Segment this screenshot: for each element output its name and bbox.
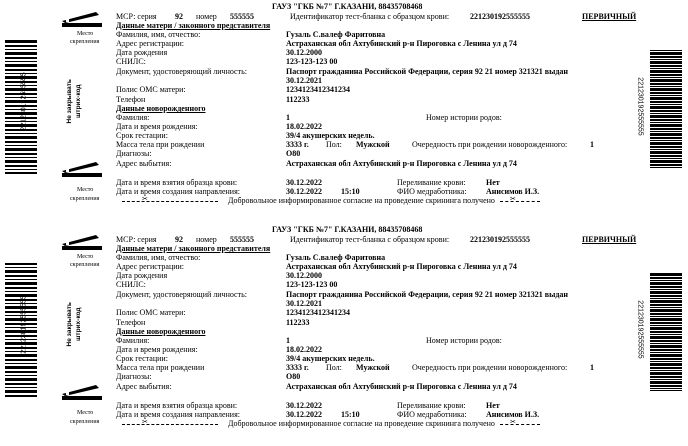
stapler-icon — [62, 12, 102, 28]
mother-address: Астраханская обл Ахтубинский р-н Пироговка с Ленина ул д 74 — [286, 39, 517, 48]
stapler-icon — [62, 162, 102, 178]
scissors-icon: ✂ — [142, 418, 148, 426]
birth-history-label: Номер истории родов: — [426, 336, 502, 345]
mother-snils-label: СНИЛС: — [116, 280, 146, 289]
mother-name: Гузаль С.валеф Фаритовна — [286, 30, 386, 39]
msr-number-label: номер — [196, 235, 217, 244]
mother-doc-date: 30.12.2021 — [286, 299, 322, 308]
msr-series: 92 — [175, 235, 183, 244]
staple-place-label: Место — [77, 31, 94, 37]
medical-worker: Анисимов И.З. — [486, 187, 540, 196]
mother-dob: 30.12.2000 — [286, 271, 322, 280]
barcode-right — [650, 273, 682, 391]
medical-worker-label: ФИО медработника: — [397, 187, 467, 196]
transfusion-label: Переливание крови: — [397, 178, 466, 187]
birth-order-label: Очередность при рождении новорожденного: — [412, 140, 568, 149]
mother-dob-label: Дата рождения — [116, 271, 168, 280]
sample-id: 221230192555555 — [470, 235, 530, 244]
mother-phone: 112233 — [286, 95, 310, 104]
scissors-icon: ✂ — [510, 418, 516, 426]
medical-worker: Анисимов И.З. — [486, 410, 540, 419]
mother-section-title: Данные матери / законного представителя — [116, 21, 271, 30]
sample-id-label: Идентификатор тест-бланка с образцом крови: — [290, 12, 450, 21]
msr-series-label: МСР: серия — [116, 12, 157, 21]
created-time: 15:10 — [341, 187, 360, 196]
mother-dob-label: Дата рождения — [116, 48, 168, 57]
staple-place-label: скрепления — [70, 196, 100, 202]
staple-place-label: скрепления — [70, 39, 100, 45]
mother-phone-label: Телефон — [116, 318, 146, 327]
sample-taken: 30.12.2022 — [286, 401, 322, 410]
mother-oms: 1234123412341234 — [286, 308, 350, 317]
diagnosis-label: Диагнозы: — [116, 149, 152, 158]
mother-doc-date: 30.12.2021 — [286, 76, 322, 85]
birth-history-label: Номер истории родов: — [426, 113, 502, 122]
mother-name-label: Фамилия, имя, отчество: — [116, 30, 201, 39]
sex-label: Пол: — [326, 140, 342, 149]
sex: Мужской — [356, 363, 390, 372]
mother-snils-label: СНИЛС: — [116, 57, 146, 66]
gestation-label: Срок гестации: — [116, 131, 168, 140]
created-date: 30.12.2022 — [286, 410, 322, 419]
created-label: Дата и время создания направления: — [116, 410, 240, 419]
mother-address: Астраханская обл Ахтубинский р-н Пироговка с Ленина ул д 74 — [286, 262, 517, 271]
mother-phone: 112233 — [286, 318, 310, 327]
staple-place-label: скрепления — [70, 262, 100, 268]
msr-series: 92 — [175, 12, 183, 21]
exit-address-label: Адрес выбытия: — [116, 382, 172, 391]
org-name: ГАУЗ "ГКБ №7" Г.КАЗАНИ, 88435708468 — [272, 2, 423, 11]
sample-id: 221230192555555 — [470, 12, 530, 21]
baby-dob-label: Дата и время рождения: — [116, 345, 198, 354]
sample-taken-label: Дата и время взятия образца крови: — [116, 178, 238, 187]
scissors-icon: ✂ — [510, 195, 516, 203]
no-cover-barcode-label: Не закрывать — [65, 302, 73, 347]
consent-text: Добровольное информированное согласие на проведение скрининга получено — [228, 419, 495, 428]
mother-name: Гузаль С.валеф Фаритовна — [286, 253, 386, 262]
baby-section-title: Данные новорожденного — [116, 327, 206, 336]
diagnosis: О80 — [286, 149, 301, 158]
mother-doc: Паспорт гражданина Российской Федерации, серия 92 21 номер 321321 выдан — [286, 67, 568, 76]
msr-series-label: МСР: серия — [116, 235, 157, 244]
sample-id-label: Идентификатор тест-бланка с образцом крови: — [290, 235, 450, 244]
mother-snils: 123-123-123 00 — [286, 280, 338, 289]
staple-place-label: скрепления — [70, 419, 100, 425]
mother-oms: 1234123412341234 — [286, 85, 350, 94]
birth-mass: 3333 г. — [286, 363, 309, 372]
stapler-icon — [62, 235, 102, 251]
sample-taken: 30.12.2022 — [286, 178, 322, 187]
baby-section-title: Данные новорожденного — [116, 104, 206, 113]
created-date: 30.12.2022 — [286, 187, 322, 196]
diagnosis: О80 — [286, 372, 301, 381]
referral-form — [0, 223, 688, 446]
birth-mass-label: Масса тела при рождении — [116, 140, 205, 149]
birth-mass: 3333 г. — [286, 140, 309, 149]
no-cover-barcode-label: штрих-код — [74, 84, 82, 119]
barcode-right-number: 221230192555555 — [636, 300, 644, 359]
scissors-icon: ✂ — [142, 195, 148, 203]
birth-order-label: Очередность при рождении новорожденного: — [412, 363, 568, 372]
mother-address-label: Адрес регистрации: — [116, 262, 185, 271]
mother-snils: 123-123-123 00 — [286, 57, 338, 66]
transfusion-label: Переливание крови: — [397, 401, 466, 410]
consent-text: Добровольное информированное согласие на проведение скрининга получено — [228, 196, 495, 205]
staple-place-label: Место — [77, 254, 94, 260]
msr-number: 555555 — [230, 235, 254, 244]
barcode-left-number: 221230192555555 — [20, 295, 28, 354]
exit-address-label: Адрес выбытия: — [116, 159, 172, 168]
baby-dob: 18.02.2022 — [286, 122, 322, 131]
exit-address: Астраханская обл Ахтубинский р-н Пироговка с Ленина ул д 74 — [286, 382, 517, 391]
mother-oms-label: Полис ОМС матери: — [116, 85, 186, 94]
baby-surname-label: Фамилия: — [116, 336, 150, 345]
baby-surname-label: Фамилия: — [116, 113, 150, 122]
baby-dob-label: Дата и время рождения: — [116, 122, 198, 131]
gestation: 39/4 акушерских недель. — [286, 131, 375, 140]
sample-taken-label: Дата и время взятия образца крови: — [116, 401, 238, 410]
mother-section-title: Данные матери / законного представителя — [116, 244, 271, 253]
no-cover-barcode-label: штрих-код — [74, 307, 82, 342]
medical-worker-label: ФИО медработника: — [397, 410, 467, 419]
gestation-label: Срок гестации: — [116, 354, 168, 363]
barcode-left-number: 221230192555555 — [20, 72, 28, 131]
birth-order: 1 — [590, 140, 594, 149]
created-time: 15:10 — [341, 410, 360, 419]
mother-doc: Паспорт гражданина Российской Федерации, серия 92 21 номер 321321 выдан — [286, 290, 568, 299]
no-cover-barcode-label: Не закрывать — [65, 79, 73, 124]
mother-address-label: Адрес регистрации: — [116, 39, 185, 48]
stapler-icon — [62, 385, 102, 401]
msr-number-label: номер — [196, 12, 217, 21]
form-status: ПЕРВИЧНЫЙ — [582, 12, 637, 21]
birth-order: 1 — [590, 363, 594, 372]
exit-address: Астраханская обл Ахтубинский р-н Пироговка с Ленина ул д 74 — [286, 159, 517, 168]
org-name: ГАУЗ "ГКБ №7" Г.КАЗАНИ, 88435708468 — [272, 225, 423, 234]
mother-name-label: Фамилия, имя, отчество: — [116, 253, 201, 262]
mother-oms-label: Полис ОМС матери: — [116, 308, 186, 317]
sex: Мужской — [356, 140, 390, 149]
mother-phone-label: Телефон — [116, 95, 146, 104]
msr-number: 555555 — [230, 12, 254, 21]
baby-surname: 1 — [286, 113, 290, 122]
barcode-right-number: 221230192555555 — [636, 77, 644, 136]
sex-label: Пол: — [326, 363, 342, 372]
transfusion: Нет — [486, 178, 500, 187]
birth-mass-label: Масса тела при рождении — [116, 363, 205, 372]
staple-place-label: Место — [77, 187, 94, 193]
gestation: 39/4 акушерских недель. — [286, 354, 375, 363]
mother-doc-label: Документ, удостоверяющий личность: — [116, 290, 247, 299]
mother-dob: 30.12.2000 — [286, 48, 322, 57]
barcode-right — [650, 50, 682, 168]
baby-dob: 18.02.2022 — [286, 345, 322, 354]
created-label: Дата и время создания направления: — [116, 187, 240, 196]
diagnosis-label: Диагнозы: — [116, 372, 152, 381]
staple-place-label: Место — [77, 410, 94, 416]
form-status: ПЕРВИЧНЫЙ — [582, 235, 637, 244]
baby-surname: 1 — [286, 336, 290, 345]
mother-doc-label: Документ, удостоверяющий личность: — [116, 67, 247, 76]
transfusion: Нет — [486, 401, 500, 410]
